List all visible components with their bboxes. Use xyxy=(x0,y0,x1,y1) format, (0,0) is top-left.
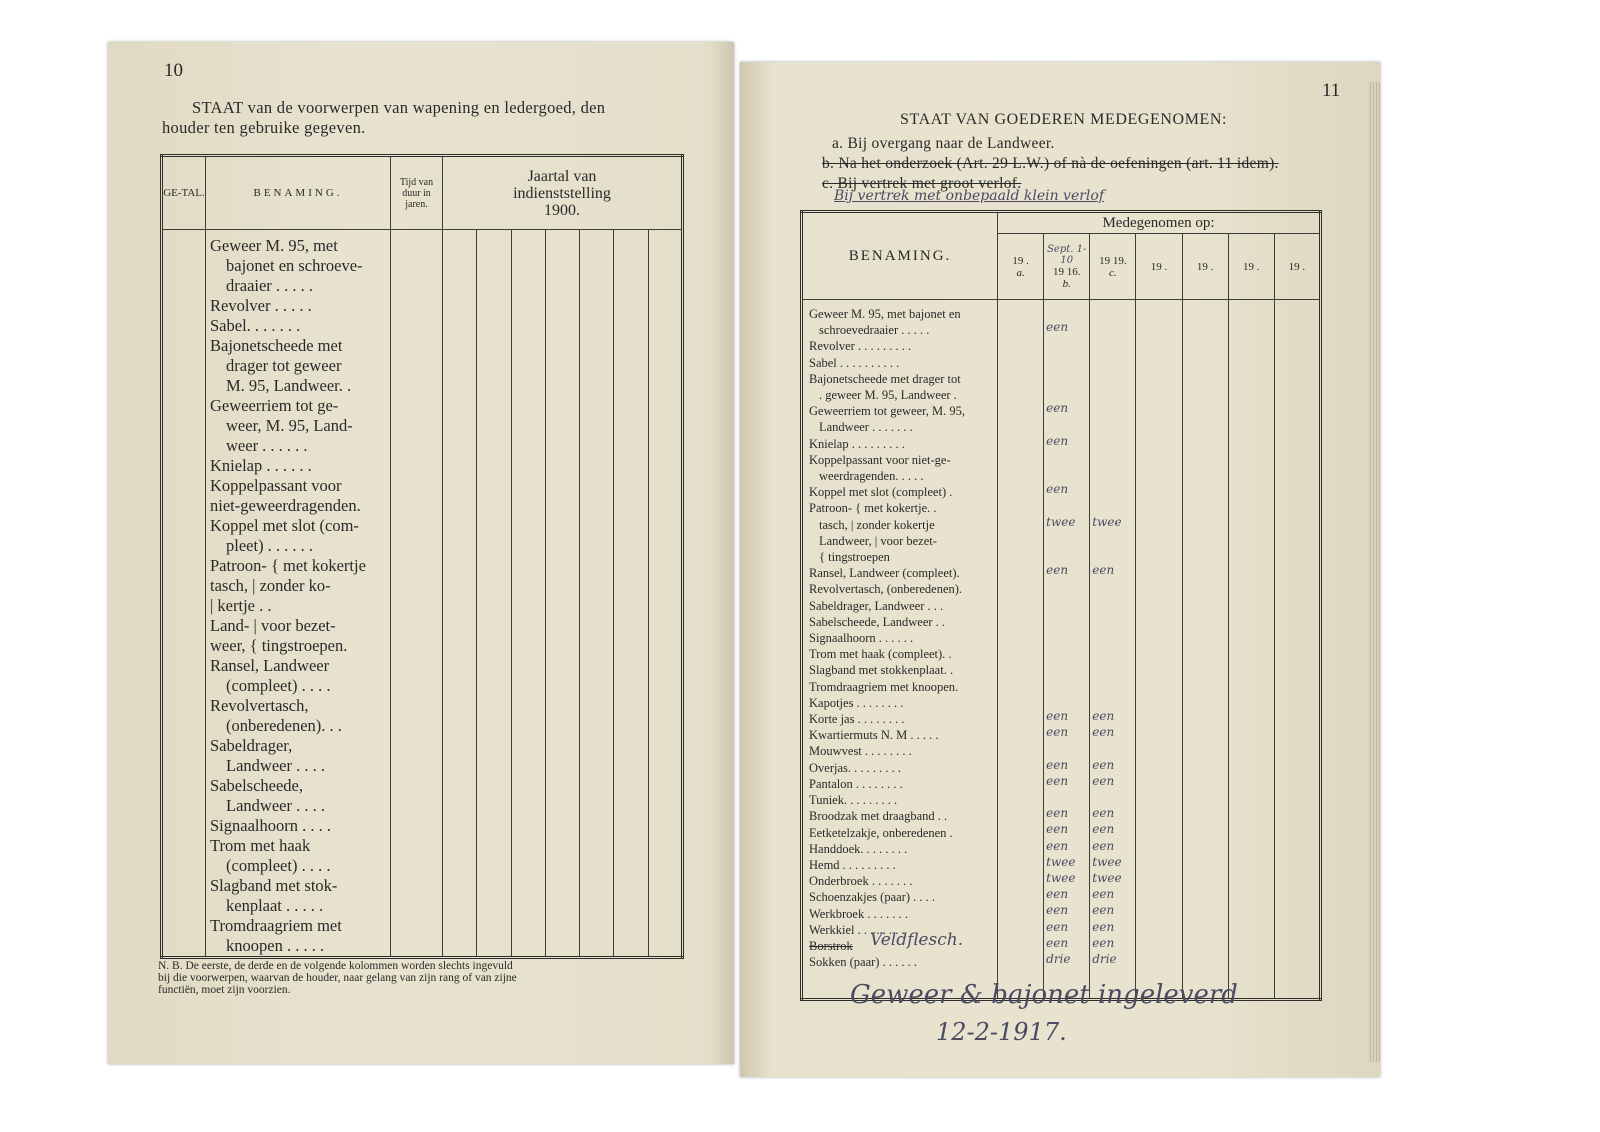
hw-entry: een xyxy=(1046,887,1069,902)
right-item: Borstrok xyxy=(809,938,853,953)
right-item: weerdragenden. . . . . xyxy=(819,469,924,484)
right-item: Slagband met stokkenplaat. . xyxy=(809,663,954,678)
left-item: Land- | voor bezet- xyxy=(210,616,336,635)
hw-entry: een xyxy=(1046,822,1069,837)
entry-col xyxy=(1274,300,1320,1000)
year-cell xyxy=(545,230,579,958)
left-item: Sabel. . . . . . . xyxy=(210,316,301,335)
hw-entry: drie xyxy=(1046,952,1071,966)
left-item: Trom met haak xyxy=(210,836,311,855)
col-letter: b. xyxy=(1062,277,1071,290)
col-tijd: Tijd van duur in jaren. xyxy=(391,156,443,230)
year-col: 19 . xyxy=(1182,234,1228,300)
left-inventory-table xyxy=(160,154,684,959)
left-item: Koppel met slot (com- xyxy=(210,516,359,535)
year-col-b xyxy=(1044,234,1090,300)
right-item: Tuniek. . . . . . . . . xyxy=(809,793,898,808)
right-item: tasch, | zonder kokertje xyxy=(819,517,935,532)
getal-cell xyxy=(162,230,206,958)
nb-line3: functiën, moet zijn voorzien. xyxy=(158,984,291,996)
right-goods-table xyxy=(800,210,1322,1001)
right-item: Koppelpassant voor niet-ge- xyxy=(809,452,951,467)
col-jaartal xyxy=(443,156,683,230)
left-item: Knielap . . . . . . xyxy=(210,456,312,475)
right-item: Sabelscheede, Landweer . . xyxy=(809,614,946,629)
left-item: Patroon- { met kokertje xyxy=(210,556,366,575)
col-benaming-left: BENAMING. xyxy=(206,156,391,230)
right-item: Mouwvest . . . . . . . . xyxy=(809,744,912,759)
entry-col-a xyxy=(998,300,1044,1000)
left-item: Landweer . . . . xyxy=(226,756,325,775)
right-item: Korte jas . . . . . . . . xyxy=(809,712,905,727)
right-item: schroevedraaier . . . . . xyxy=(819,323,930,338)
right-heading: STAAT VAN GOEDEREN MEDEGENOMEN: xyxy=(900,111,1228,128)
hw-entry: twee xyxy=(1092,514,1122,529)
entry-col xyxy=(1136,300,1182,1000)
year-cell xyxy=(443,230,477,958)
year-col-c xyxy=(1090,234,1136,300)
hw-entry: twee xyxy=(1046,514,1076,529)
right-item: Landweer, | voor bezet- xyxy=(819,533,937,548)
col-getal: GE-TAL. xyxy=(162,156,206,230)
hw-entry: een xyxy=(1046,320,1069,335)
left-item: Tromdraagriem met xyxy=(210,916,342,935)
right-item: . geweer M. 95, Landweer . xyxy=(819,388,957,403)
right-item: Sabeldrager, Landweer . . . xyxy=(809,598,944,613)
hw-entry: een xyxy=(1046,919,1069,934)
col-jaartal-line1: Jaartal van xyxy=(527,167,597,185)
left-item: M. 95, Landweer. . xyxy=(226,376,352,395)
hw-entry: een xyxy=(1046,709,1069,723)
right-item: Eetketelzakje, onberedenen . xyxy=(809,825,953,840)
hw-entry: een xyxy=(1092,773,1115,788)
hw-verlof-note: Bij vertrek met onbepaald klein verlof xyxy=(834,188,1105,204)
right-item: Sokken (paar) . . . . . . xyxy=(809,955,917,970)
year-col: 19 . xyxy=(1228,234,1274,300)
year-label: 19 16. xyxy=(1052,265,1081,278)
right-item: Werkkiel . . . . . . . . xyxy=(809,922,905,937)
year-col-a xyxy=(998,234,1044,300)
entry-col xyxy=(1228,300,1274,1000)
right-item: Werkbroek . . . . . . . xyxy=(809,906,908,921)
hw-entry: een xyxy=(1046,806,1069,821)
right-item: Schoenzakjes (paar) . . . . xyxy=(809,890,935,905)
hw-entry: een xyxy=(1092,725,1115,740)
right-item: Patroon- { met kokertje. . xyxy=(809,501,937,516)
page-number-left: 10 xyxy=(164,60,183,81)
left-item: drager tot geweer xyxy=(226,356,342,375)
year-col: 19 . xyxy=(1136,234,1182,300)
col-letter: c. xyxy=(1109,266,1117,279)
hw-entry: een xyxy=(1092,935,1115,950)
right-item: Kapotjes . . . . . . . . xyxy=(809,695,904,710)
hw-entry: een xyxy=(1046,482,1069,497)
right-item: Revolver . . . . . . . . . xyxy=(809,339,912,354)
hw-entry: een xyxy=(1092,709,1115,723)
entry-col-b xyxy=(1044,300,1090,1000)
col-letter: a. xyxy=(1016,266,1025,279)
hw-entry: een xyxy=(1046,563,1069,578)
left-item: (compleet) . . . . xyxy=(226,856,331,875)
left-item: Geweer M. 95, met xyxy=(210,236,338,255)
hw-entry: een xyxy=(1046,935,1069,950)
hw-entry: een xyxy=(1046,757,1069,772)
sub-a: a. Bij overgang naar de Landweer. xyxy=(832,135,1055,152)
left-item: Revolvertasch, xyxy=(210,696,309,715)
hw-entry: een xyxy=(1092,919,1115,934)
right-item: Geweer M. 95, met bajonet en xyxy=(809,307,961,321)
left-item: Signaalhoorn . . . . xyxy=(210,816,331,835)
hw-entry: een xyxy=(1046,725,1069,740)
left-heading-line1: STAAT van de voorwerpen van wapening en ledergoed, den xyxy=(192,98,606,117)
right-item: Signaalhoorn . . . . . . xyxy=(809,631,914,646)
hw-entry: twee xyxy=(1046,854,1076,869)
right-item: Koppel met slot (compleet) . xyxy=(809,485,953,500)
year-col: 19 . xyxy=(1274,234,1320,300)
year-cell xyxy=(648,230,682,958)
left-item: weer . . . . . . xyxy=(226,436,308,455)
year-cell xyxy=(580,230,614,958)
left-item: pleet) . . . . . . xyxy=(226,536,314,555)
left-item: Landweer . . . . xyxy=(226,796,325,815)
right-item: Sabel . . . . . . . . . . xyxy=(809,355,900,370)
left-item: Ransel, Landweer xyxy=(210,656,330,675)
right-item: Trom met haak (compleet). . xyxy=(809,647,952,662)
left-heading-line2: houder ten gebruike gegeven. xyxy=(162,118,366,137)
year-cell xyxy=(511,230,545,958)
page-number-right: 11 xyxy=(1322,80,1341,101)
left-item: Geweerriem tot ge- xyxy=(210,396,339,415)
hw-entry: een xyxy=(1092,822,1115,837)
left-page xyxy=(108,42,734,1064)
right-page xyxy=(740,62,1380,1077)
right-item: Revolvertasch, (onberedenen). xyxy=(809,582,963,597)
hw-entry: twee xyxy=(1092,871,1122,885)
sub-c: c. Bij vertrek met groot verlof. xyxy=(822,175,1022,192)
left-item: draaier . . . . . xyxy=(226,276,314,295)
left-item: weer, { tingstroepen. xyxy=(210,636,348,655)
left-item: bajonet en schroeve- xyxy=(226,256,363,275)
left-item: knoopen . . . . . xyxy=(226,936,325,955)
right-item: Pantalon . . . . . . . . xyxy=(809,776,903,791)
left-item: (onberedenen). . . xyxy=(226,716,342,735)
year-label: 19 19. xyxy=(1099,254,1127,267)
right-item: Overjas. . . . . . . . . xyxy=(809,760,901,775)
hw-entry: een xyxy=(1092,563,1115,578)
left-item: kenplaat . . . . . xyxy=(226,896,324,915)
nb-line2: bij die voorwerpen, waarvan de houder, naar gelang van zijn rang of van zijne xyxy=(158,972,517,984)
left-item: Koppelpassant voor xyxy=(210,476,342,495)
col-jaartal-line3: 1900. xyxy=(544,201,580,219)
right-item-list xyxy=(802,300,998,1000)
right-item: Hemd . . . . . . . . . xyxy=(809,857,896,872)
hw-entry: een xyxy=(1046,903,1069,918)
hw-entry: drie xyxy=(1092,952,1117,966)
left-item-list xyxy=(206,230,391,958)
col-benaming-right: BENAMING. xyxy=(802,212,998,300)
hw-return-note: Geweer & bajonet ingeleverd xyxy=(850,980,1238,1010)
hw-entry: twee xyxy=(1092,854,1122,869)
left-item: tasch, | zonder ko- xyxy=(210,576,331,595)
col-medegenomen: Medegenomen op: xyxy=(998,212,1321,234)
col-jaartal-line2: indienststelling xyxy=(513,184,611,202)
right-item: Landweer . . . . . . . xyxy=(819,420,913,435)
left-item: (compleet) . . . . xyxy=(226,676,331,695)
left-item: weer, M. 95, Land- xyxy=(226,416,353,435)
right-item: Handdoek. . . . . . . . xyxy=(809,841,908,856)
nb-line1: N. B. De eerste, de derde en de volgende kolommen worden slechts ingevuld xyxy=(158,960,513,972)
right-item: Knielap . . . . . . . . . xyxy=(809,436,905,451)
hw-entry: een xyxy=(1046,838,1069,853)
left-item: Slagband met stok- xyxy=(210,876,338,895)
hw-date: Sept. 1-10 xyxy=(1047,243,1087,266)
right-item: { tingstroepen xyxy=(819,550,890,565)
hw-entry: een xyxy=(1046,401,1069,416)
right-item: Onderbroek . . . . . . . xyxy=(809,874,913,889)
left-item: | kertje . . xyxy=(210,596,272,615)
entry-col xyxy=(1182,300,1228,1000)
year-cell xyxy=(614,230,648,958)
hw-entry: twee xyxy=(1046,871,1076,885)
right-item: Geweerriem tot geweer, M. 95, xyxy=(809,404,966,419)
right-item: Ransel, Landweer (compleet). xyxy=(809,566,960,581)
entry-col-c xyxy=(1090,300,1136,1000)
sub-b: b. Na het onderzoek (Art. 29 L.W.) of nà de oefeningen (art. 11 idem). xyxy=(822,155,1279,172)
right-item: Broodzak met draagband . . xyxy=(809,809,948,824)
year-label: 19 . xyxy=(1012,254,1029,267)
year-cell xyxy=(477,230,511,958)
hw-entry: een xyxy=(1092,887,1115,902)
hw-entry: een xyxy=(1092,838,1115,853)
left-item: Bajonetscheede met xyxy=(210,336,343,355)
right-item: Kwartiermuts N. M . . . . . xyxy=(809,728,939,743)
left-item: Sabelscheede, xyxy=(210,776,303,795)
left-item: Revolver . . . . . xyxy=(210,296,312,315)
tijd-cell xyxy=(391,230,443,958)
left-item: Sabeldrager, xyxy=(210,736,293,755)
hw-entry: een xyxy=(1046,433,1069,448)
hw-entry: een xyxy=(1092,757,1115,772)
page-edge xyxy=(1368,82,1380,1062)
left-item: niet-geweerdragenden. xyxy=(210,496,361,515)
hw-entry: een xyxy=(1046,773,1069,788)
hw-return-date: 12-2-1917. xyxy=(936,1018,1067,1046)
hw-veldflesch: Veldflesch. xyxy=(870,930,964,950)
hw-entry: een xyxy=(1092,903,1115,918)
hw-entry: een xyxy=(1092,806,1115,821)
right-item: Bajonetscheede met drager tot xyxy=(809,371,961,386)
right-item: Tromdraagriem met knoopen. xyxy=(809,679,959,694)
